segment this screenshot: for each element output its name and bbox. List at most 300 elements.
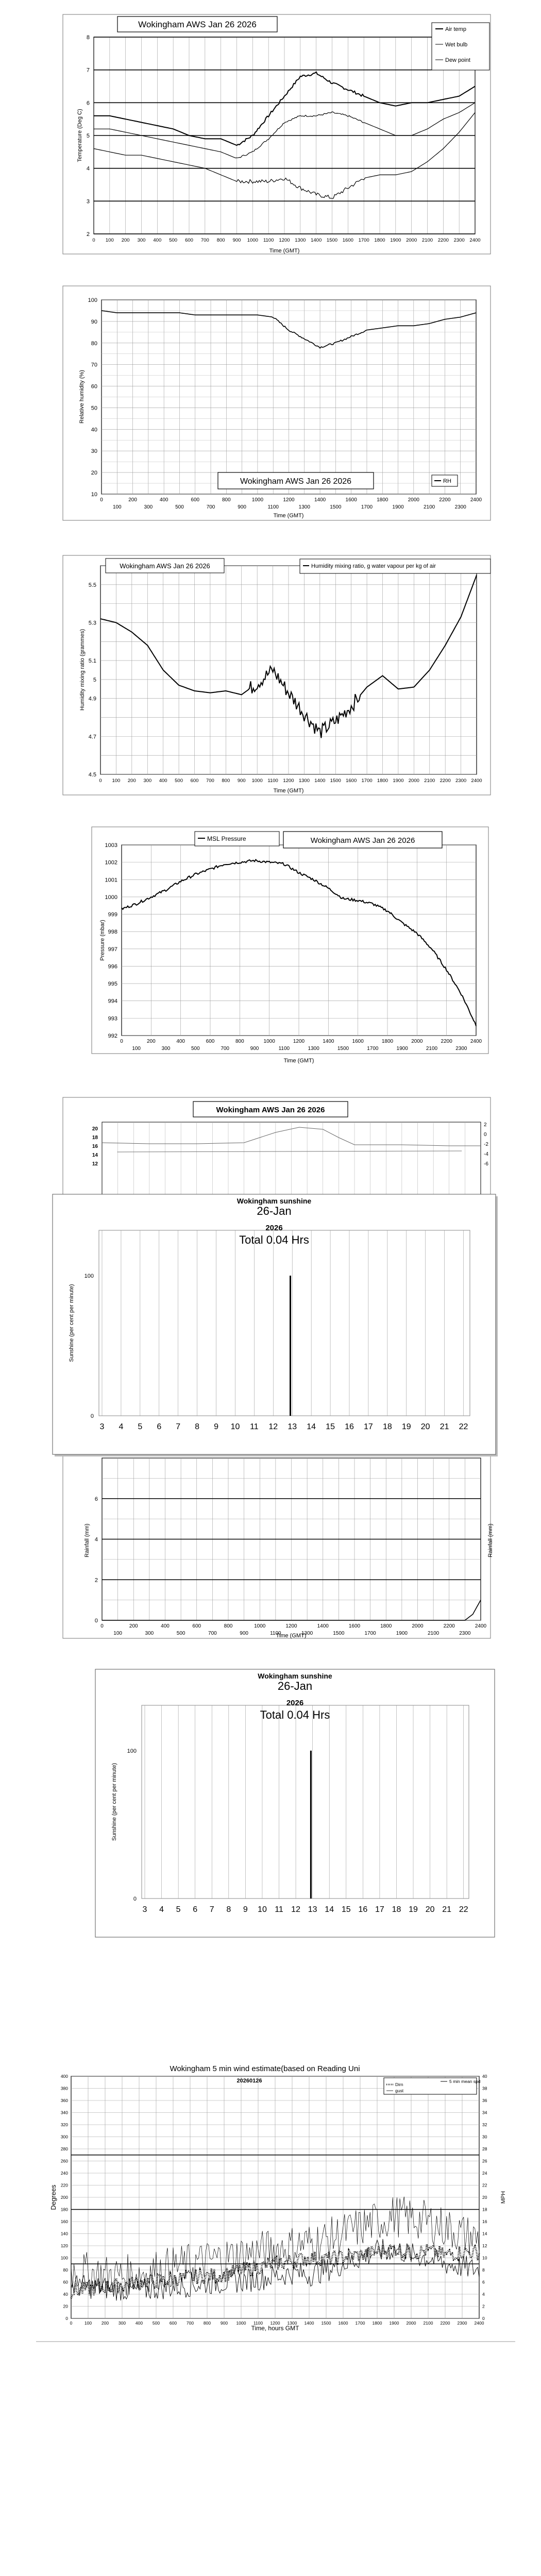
- x-tick-label: 900: [237, 778, 246, 784]
- x-tick-label: 2100: [426, 1046, 438, 1052]
- y-tick-label: 993: [108, 1015, 117, 1022]
- legend-label: 5 min mean spd: [449, 2079, 481, 2084]
- x-tick-label: 300: [144, 504, 153, 510]
- x-tick-label: 100: [112, 778, 121, 784]
- x-tick-label: 15: [326, 1422, 335, 1431]
- chart-total: Total 0.04 Hrs: [260, 1708, 330, 1721]
- x-tick-label: 1500: [333, 1631, 345, 1636]
- temperature-chart: [87, 35, 481, 243]
- y-tick-label: 0: [94, 1618, 98, 1624]
- x-tick-label: 1500: [337, 1046, 349, 1052]
- x-tick-label: 700: [200, 238, 209, 243]
- x-tick-label: 3: [142, 1905, 147, 1914]
- y-tick-label: 360: [60, 2098, 68, 2103]
- y-tick-label: 90: [91, 318, 97, 325]
- x-tick-label: 900: [220, 2320, 228, 2326]
- x-tick-label: 200: [146, 1039, 156, 1044]
- x-tick-label: 1800: [377, 497, 388, 503]
- x-tick-label: 21: [442, 1905, 452, 1914]
- y-tick-label: 26: [482, 2158, 487, 2164]
- y-tick-label: 0: [65, 2316, 68, 2321]
- x-tick-label: 1000: [263, 1039, 275, 1044]
- x-tick-label: 2100: [424, 504, 435, 510]
- y-tick-label: 12: [482, 2243, 487, 2248]
- x-tick-label: 1900: [396, 1046, 408, 1052]
- y-tick-label: 6: [86, 100, 90, 107]
- y-tick-label: 36: [482, 2098, 487, 2103]
- x-tick-label: 1600: [338, 2320, 348, 2326]
- y-tick-label: 1001: [105, 877, 117, 884]
- x-axis-label: Time (GMT): [273, 788, 304, 794]
- y-tick-label: 300: [60, 2134, 68, 2140]
- y-tick-label: 60: [91, 383, 97, 390]
- x-tick-label: 2100: [421, 238, 433, 243]
- x-tick-label: 1400: [314, 497, 326, 503]
- x-tick-label: 2400: [469, 238, 481, 243]
- y-tick-label: 14: [92, 1153, 98, 1158]
- x-tick-label: 600: [192, 1623, 201, 1629]
- plot-area: [142, 1705, 469, 1899]
- y-tick-label: 200: [60, 2195, 68, 2200]
- x-tick-label: 1800: [380, 1623, 392, 1629]
- chart-title: Wokingham AWS Jan 26 2026: [138, 20, 257, 29]
- x-tick-label: 400: [159, 497, 168, 503]
- y-tick-label: 60: [63, 2279, 68, 2285]
- x-tick-label: 1400: [311, 238, 322, 243]
- y-tick-label: 0: [482, 2316, 485, 2321]
- x-tick-label: 1900: [393, 778, 404, 784]
- y-tick-label: 5.3: [88, 620, 96, 626]
- x-tick-label: 500: [175, 504, 184, 510]
- x-tick-label: 0: [99, 778, 102, 784]
- y-tick-label: 0: [484, 1132, 487, 1138]
- x-tick-label: 2000: [408, 497, 419, 503]
- y-tick-label: 14: [482, 2231, 487, 2236]
- y-tick-label: 40: [63, 2292, 68, 2297]
- legend-label: Dew point: [445, 57, 470, 63]
- x-tick-label: 1000: [236, 2320, 246, 2326]
- x-tick-label: 1100: [263, 238, 274, 243]
- x-tick-label: 2400: [470, 1039, 482, 1044]
- x-tick-label: 12: [268, 1422, 278, 1431]
- y-tick-label: 38: [482, 2086, 487, 2091]
- x-tick-label: 1600: [346, 778, 357, 784]
- y-axis-label: Sunshine (per cent per minute): [111, 1762, 117, 1841]
- x-tick-label: 2300: [455, 778, 467, 784]
- y-tick-label: -2: [484, 1142, 488, 1147]
- x-tick-label: 500: [176, 1631, 185, 1636]
- x-tick-label: 1100: [278, 1046, 290, 1052]
- x-tick-label: 2300: [457, 2320, 467, 2326]
- x-tick-label: 1700: [355, 2320, 365, 2326]
- x-tick-label: 19: [409, 1905, 418, 1914]
- rain_combo-chart: [95, 1458, 487, 1636]
- x-tick-label: 2400: [470, 497, 482, 503]
- x-tick-label: 17: [375, 1905, 384, 1914]
- x-tick-label: 17: [364, 1422, 373, 1431]
- x-tick-label: 1800: [381, 1039, 394, 1044]
- x-tick-label: 1300: [308, 1046, 319, 1052]
- y-tick-label: 34: [482, 2110, 487, 2115]
- legend-label: RH: [443, 478, 451, 484]
- x-tick-label: 1100: [267, 778, 278, 784]
- x-tick-label: 0: [92, 238, 95, 243]
- x-tick-label: 800: [216, 238, 225, 243]
- x-tick-label: 300: [137, 238, 146, 243]
- x-tick-label: 2100: [424, 778, 435, 784]
- x-tick-label: 1300: [301, 1631, 313, 1636]
- y-axis-label: Rainfall (mm): [487, 1523, 494, 1557]
- x-tick-label: 9: [243, 1905, 248, 1914]
- y-tick-label: 40: [482, 2074, 487, 2079]
- x-tick-label: 900: [240, 1631, 248, 1636]
- x-tick-label: 1100: [267, 504, 279, 510]
- x-tick-label: 20: [425, 1905, 435, 1914]
- y-tick-label: 4.5: [88, 772, 96, 778]
- x-tick-label: 100: [105, 238, 114, 243]
- x-tick-label: 1200: [270, 2320, 280, 2326]
- y-tick-label: 8: [482, 2267, 485, 2273]
- y-axis-label: Degrees: [49, 2184, 57, 2210]
- y-tick-label: 5: [93, 676, 96, 683]
- x-tick-label: 200: [129, 1623, 138, 1629]
- x-tick-label: 800: [224, 1623, 233, 1629]
- x-tick-label: 2200: [437, 238, 449, 243]
- y-tick-label: 998: [108, 929, 117, 936]
- x-tick-label: 1500: [321, 2320, 331, 2326]
- y-tick-label: 16: [482, 2219, 487, 2224]
- y-axis-label: Sunshine (per cent per minute): [69, 1284, 75, 1362]
- y-tick-label: 280: [60, 2146, 68, 2151]
- x-tick-label: 200: [121, 238, 130, 243]
- y-tick-label: 24: [482, 2171, 487, 2176]
- y-tick-label: 10: [482, 2255, 487, 2261]
- x-tick-label: 700: [221, 1046, 230, 1052]
- x-tick-label: 300: [145, 1631, 154, 1636]
- y-tick-label: 100: [84, 1273, 94, 1279]
- y-tick-label: 992: [108, 1033, 117, 1039]
- chart-year: 2026: [265, 1224, 283, 1232]
- y-tick-label: 100: [127, 1748, 137, 1754]
- x-tick-label: 14: [325, 1905, 334, 1914]
- x-tick-label: 1300: [298, 504, 310, 510]
- plot-area: [99, 1230, 470, 1416]
- chart-total: Total 0.04 Hrs: [239, 1233, 309, 1246]
- y-tick-label: 995: [108, 981, 117, 988]
- x-tick-label: 900: [238, 504, 246, 510]
- x-tick-label: 11: [250, 1422, 259, 1431]
- x-tick-label: 200: [128, 497, 137, 503]
- x-tick-label: 2200: [439, 778, 451, 784]
- x-tick-label: 1600: [348, 1623, 361, 1629]
- y-tick-label: 30: [482, 2134, 487, 2140]
- x-tick-label: 2000: [411, 1039, 423, 1044]
- x-tick-label: 1500: [330, 504, 342, 510]
- y-tick-label: 340: [60, 2110, 68, 2115]
- chart-title: Wokingham sunshine: [258, 1672, 332, 1680]
- x-tick-label: 14: [307, 1422, 316, 1431]
- y-tick-label: 7: [86, 67, 90, 74]
- y-tick-label: -4: [484, 1151, 488, 1157]
- x-tick-label: 600: [169, 2320, 177, 2326]
- x-tick-label: 2300: [453, 238, 465, 243]
- x-tick-label: 500: [152, 2320, 160, 2326]
- x-tick-label: 400: [159, 778, 167, 784]
- x-tick-label: 700: [208, 1631, 217, 1636]
- y-tick-label: 400: [60, 2074, 68, 2079]
- x-tick-label: 500: [191, 1046, 200, 1052]
- y-tick-label: 240: [60, 2171, 68, 2176]
- y-tick-label: 6: [94, 1496, 98, 1502]
- y-axis-label: MPH: [500, 2191, 506, 2204]
- y-tick-label: 50: [91, 405, 97, 412]
- x-tick-label: 5: [138, 1422, 143, 1431]
- x-tick-label: 1400: [314, 778, 326, 784]
- sunshine_2-chart: [95, 1669, 495, 1937]
- y-tick-label: -6: [484, 1161, 488, 1167]
- x-tick-label: 7: [209, 1905, 214, 1914]
- x-tick-label: 1700: [367, 1046, 379, 1052]
- x-axis-label: Time (GMT): [273, 513, 304, 519]
- y-tick-label: 100: [88, 297, 97, 303]
- x-tick-label: 400: [135, 2320, 143, 2326]
- x-tick-label: 1800: [377, 778, 388, 784]
- y-tick-label: 30: [91, 448, 97, 455]
- x-tick-label: 1400: [317, 1623, 329, 1629]
- x-tick-label: 19: [401, 1422, 411, 1431]
- y-tick-label: 1003: [105, 842, 117, 849]
- y-tick-label: 380: [60, 2086, 68, 2091]
- x-tick-label: 600: [191, 497, 200, 503]
- x-tick-label: 1200: [293, 1039, 305, 1044]
- x-tick-label: 400: [153, 238, 162, 243]
- x-tick-label: 18: [382, 1422, 392, 1431]
- x-tick-label: 1700: [361, 504, 373, 510]
- x-tick-label: 100: [113, 1631, 122, 1636]
- x-tick-label: 2200: [439, 497, 451, 503]
- x-tick-label: 1500: [326, 238, 338, 243]
- x-tick-label: 0: [100, 497, 103, 503]
- x-tick-label: 400: [176, 1039, 185, 1044]
- x-tick-label: 2100: [428, 1631, 439, 1636]
- y-tick-label: 20: [91, 470, 97, 477]
- x-tick-label: 1700: [358, 238, 369, 243]
- y-tick-label: 80: [91, 340, 97, 347]
- x-tick-label: 1000: [251, 497, 264, 503]
- x-tick-label: 1500: [330, 778, 341, 784]
- x-tick-label: 1100: [253, 2320, 263, 2326]
- legend-label: Humidity mixing ratio, g water vapour per kg of air: [311, 563, 436, 569]
- x-tick-label: 1200: [283, 778, 294, 784]
- chart-date: 26-Jan: [257, 1205, 292, 1217]
- chart-title: Wokingham 5 min wind estimate(based on Reading Uni: [170, 2064, 360, 2073]
- x-tick-label: 0: [100, 1623, 104, 1629]
- x-tick-label: 1300: [295, 238, 306, 243]
- y-tick-label: 20: [482, 2195, 487, 2200]
- x-tick-label: 2300: [454, 504, 466, 510]
- legend-label: Air temp: [445, 26, 466, 32]
- x-tick-label: 100: [112, 504, 122, 510]
- y-tick-label: 994: [108, 998, 117, 1005]
- y-tick-label: 140: [60, 2231, 68, 2236]
- chart-date: 26-Jan: [277, 1680, 313, 1692]
- x-tick-label: 16: [358, 1905, 368, 1914]
- y-tick-label: 10: [91, 492, 97, 498]
- x-tick-label: 2400: [475, 1623, 487, 1629]
- y-tick-label: 40: [91, 427, 97, 433]
- x-tick-label: 15: [341, 1905, 351, 1914]
- x-tick-label: 2200: [440, 2320, 450, 2326]
- y-tick-label: 120: [60, 2243, 68, 2248]
- x-tick-label: 300: [143, 778, 152, 784]
- y-tick-label: 1000: [105, 894, 117, 901]
- wind-chart: [61, 2074, 487, 2326]
- x-tick-label: 0: [70, 2320, 73, 2326]
- x-tick-label: 13: [308, 1905, 317, 1914]
- x-tick-label: 800: [235, 1039, 244, 1044]
- x-tick-label: 2000: [408, 778, 419, 784]
- chart-subtitle: 20260126: [236, 2078, 262, 2084]
- x-tick-label: 0: [120, 1039, 123, 1044]
- x-tick-label: 1900: [392, 504, 404, 510]
- x-tick-label: 1700: [361, 778, 373, 784]
- sunshine_1-chart: [53, 1194, 498, 1456]
- x-tick-label: 22: [459, 1422, 468, 1431]
- x-tick-label: 11: [275, 1905, 283, 1914]
- x-tick-label: 600: [206, 1039, 215, 1044]
- y-tick-label: 996: [108, 963, 117, 970]
- legend-label: MSL Pressure: [207, 835, 246, 842]
- x-tick-label: 2000: [406, 238, 417, 243]
- y-tick-label: 8: [86, 35, 90, 41]
- x-tick-label: 800: [203, 2320, 211, 2326]
- rain-top-strip: [92, 1122, 488, 1194]
- x-tick-label: 10: [258, 1905, 267, 1914]
- x-tick-label: 1600: [345, 497, 357, 503]
- legend-label: Dirn: [395, 2082, 403, 2087]
- x-tick-label: 1000: [251, 778, 263, 784]
- x-tick-label: 500: [169, 238, 178, 243]
- x-tick-label: 1100: [270, 1631, 281, 1636]
- y-tick-label: 2: [484, 1122, 487, 1128]
- x-tick-label: 2300: [459, 1631, 471, 1636]
- y-axis-label: Humidity mixing ratio (grammes): [79, 629, 86, 711]
- y-tick-label: 0: [90, 1413, 94, 1419]
- x-tick-label: 21: [439, 1422, 449, 1431]
- x-tick-label: 7: [176, 1422, 181, 1431]
- x-tick-label: 16: [345, 1422, 354, 1431]
- x-tick-label: 8: [226, 1905, 231, 1914]
- x-tick-label: 1900: [390, 238, 401, 243]
- x-tick-label: 100: [132, 1046, 141, 1052]
- pressure-chart: [105, 842, 482, 1052]
- y-tick-label: 5.1: [88, 658, 96, 665]
- x-tick-label: 6: [193, 1905, 198, 1914]
- y-tick-label: 999: [108, 911, 117, 918]
- x-tick-label: 2100: [423, 2320, 433, 2326]
- chart-title: Wokingham AWS Jan 26 2026: [240, 477, 352, 486]
- y-tick-label: 260: [60, 2158, 68, 2164]
- y-axis-label: Pressure (mbar): [99, 920, 106, 961]
- y-tick-label: 997: [108, 946, 117, 953]
- x-tick-label: 8: [195, 1422, 200, 1431]
- x-tick-label: 1900: [396, 1631, 408, 1636]
- x-tick-label: 4: [119, 1422, 124, 1431]
- chart-title: Wokingham AWS Jan 26 2026: [216, 1106, 325, 1114]
- y-tick-label: 1002: [105, 859, 117, 866]
- x-tick-label: 1400: [304, 2320, 314, 2326]
- y-tick-label: 180: [60, 2207, 68, 2212]
- x-tick-label: 700: [186, 2320, 194, 2326]
- chart-title: Wokingham AWS Jan 26 2026: [310, 836, 415, 845]
- x-tick-label: 700: [206, 504, 215, 510]
- x-tick-label: 800: [222, 497, 231, 503]
- y-tick-label: 12: [92, 1161, 98, 1167]
- x-axis-label: Time, hours GMT: [251, 2325, 299, 2332]
- x-tick-label: 1300: [287, 2320, 297, 2326]
- x-tick-label: 6: [157, 1422, 162, 1431]
- x-tick-label: 2400: [474, 2320, 484, 2326]
- y-tick-label: 4: [482, 2292, 485, 2297]
- x-tick-label: 500: [175, 778, 183, 784]
- legend-label: gust: [395, 2088, 404, 2093]
- y-tick-label: 4.7: [88, 734, 96, 740]
- y-tick-label: 16: [92, 1144, 98, 1149]
- x-tick-label: 700: [206, 778, 214, 784]
- chart-title: Wokingham AWS Jan 26 2026: [120, 562, 210, 570]
- x-tick-label: 300: [161, 1046, 171, 1052]
- y-tick-label: 220: [60, 2182, 68, 2188]
- x-tick-label: 9: [214, 1422, 218, 1431]
- y-tick-label: 5.5: [88, 582, 96, 588]
- x-tick-label: 2000: [406, 2320, 416, 2326]
- x-tick-label: 1700: [364, 1631, 376, 1636]
- x-tick-label: 1200: [279, 238, 290, 243]
- x-axis-label: Time (GMT): [269, 248, 300, 254]
- y-tick-label: 4.9: [88, 696, 96, 702]
- x-tick-label: 800: [222, 778, 230, 784]
- x-tick-label: 200: [101, 2320, 109, 2326]
- mixing_ratio-chart: [89, 566, 482, 784]
- x-tick-label: 1600: [342, 238, 353, 243]
- y-tick-label: 4: [94, 1536, 98, 1543]
- y-tick-label: 18: [92, 1135, 98, 1141]
- y-tick-label: 32: [482, 2122, 487, 2127]
- x-tick-label: 1800: [374, 238, 385, 243]
- x-tick-label: 200: [127, 778, 136, 784]
- x-tick-label: 2300: [455, 1046, 467, 1052]
- x-tick-label: 1200: [283, 497, 295, 503]
- x-tick-label: 1000: [254, 1623, 266, 1629]
- x-tick-label: 1200: [285, 1623, 297, 1629]
- x-tick-label: 900: [232, 238, 241, 243]
- x-tick-label: 100: [84, 2320, 92, 2326]
- x-tick-label: 20: [420, 1422, 430, 1431]
- y-tick-label: 22: [482, 2182, 487, 2188]
- y-tick-label: 3: [86, 198, 90, 205]
- chart-title: Wokingham sunshine: [236, 1197, 312, 1205]
- y-tick-label: 80: [63, 2267, 68, 2273]
- y-tick-label: 160: [60, 2219, 68, 2224]
- y-tick-label: 100: [60, 2255, 68, 2261]
- y-tick-label: 2: [482, 2303, 485, 2309]
- x-axis-label: Time (GMT): [276, 1633, 307, 1639]
- x-tick-label: 10: [230, 1422, 240, 1431]
- x-tick-label: 3: [99, 1422, 105, 1431]
- y-tick-label: 20: [63, 2303, 68, 2309]
- x-tick-label: 18: [392, 1905, 401, 1914]
- x-axis-label: Time (GMT): [283, 1058, 314, 1064]
